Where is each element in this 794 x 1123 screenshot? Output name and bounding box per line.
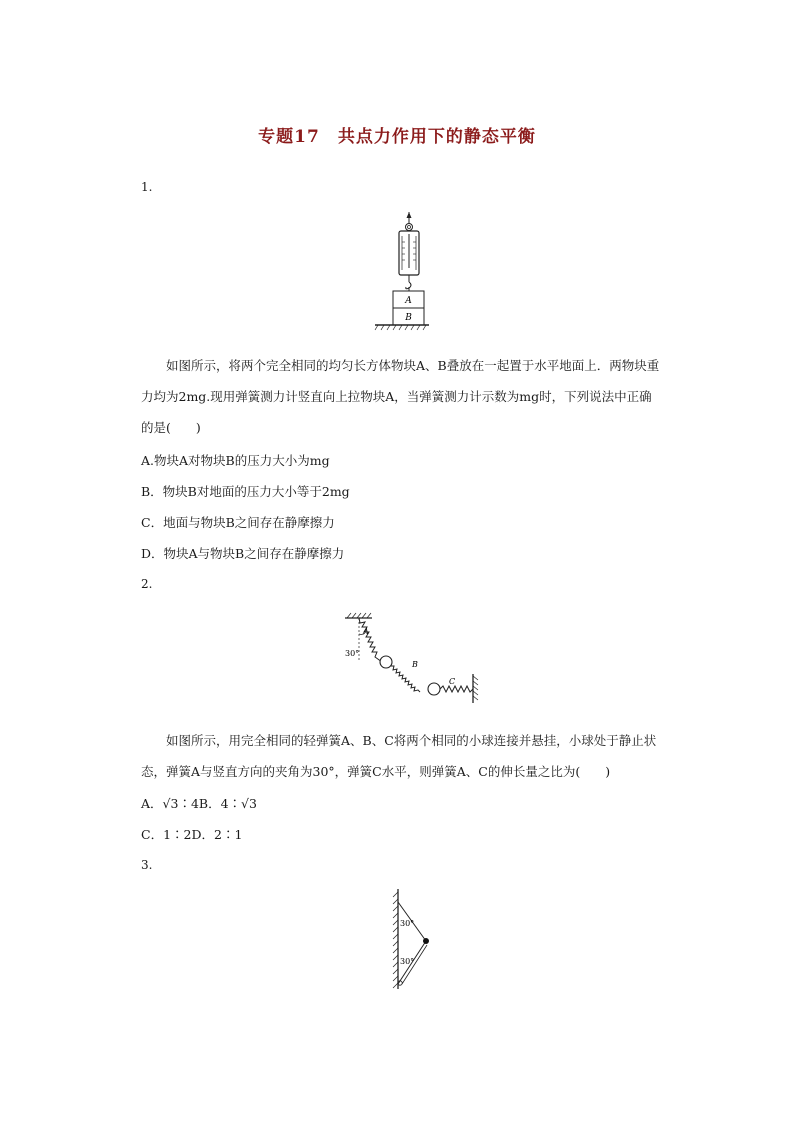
ball (423, 938, 429, 944)
spring-b-label: B (412, 660, 418, 669)
pull-arrow-head (407, 212, 412, 218)
question-2-figure (342, 612, 492, 707)
angle-lower-label: 30° (400, 957, 415, 966)
ceiling-hatch (347, 613, 371, 618)
spring-c (440, 686, 473, 692)
balance-ring-inner (408, 226, 411, 229)
ground-hatch (375, 325, 426, 330)
question-1-option-c: C．地面与物块B之间存在静摩擦力 (141, 515, 335, 530)
page-title: 专题17 共点力作用下的静态平衡 (258, 127, 536, 147)
wall-hatch (393, 892, 398, 988)
question-1-number: 1. (141, 180, 153, 194)
ball-2 (428, 683, 440, 695)
question-2-stem: 如图所示，用完全相同的轻弹簧A、B、C将两个相同的小球连接并悬挂，小球处于静止状态，弹簧A与竖直方向的夹角为30°，弹簧C水平，则弹簧A、C的伸长量之比为( ) (141, 733, 657, 779)
block-b-label: B (405, 313, 412, 323)
question-3-number: 3. (141, 858, 153, 872)
spring-b (391, 666, 420, 692)
angle-upper-label: 30° (400, 919, 415, 928)
angle-30-label: 30° (345, 649, 360, 658)
spring-a (359, 618, 382, 662)
balance-hook (406, 282, 411, 289)
question-1-stem: 如图所示，将两个完全相同的均匀长方体物块A、B叠放在一起置于水平地面上．两物块重力均为2mg.现用弹簧测力计竖直向上拉物块A，当弹簧测力计示数为mg时，下列说法中正确的是( ) (141, 358, 660, 435)
block-a-label: A (405, 296, 412, 306)
question-2-options-cd: C．1∶2D．2∶1 (141, 827, 243, 842)
spring-a-label: A (363, 627, 369, 636)
spring-c-label: C (449, 677, 456, 686)
balance-top-ring (406, 224, 413, 231)
ball-1 (380, 656, 392, 668)
question-2-options-ab: A．√3∶4B．4∶√3 (141, 796, 257, 811)
question-1-option-d: D．物块A与物块B之间存在静摩擦力 (141, 546, 345, 561)
question-3-figure (389, 888, 439, 991)
right-wall-hatch (473, 676, 478, 700)
question-1-figure (366, 212, 436, 332)
question-1-option-b: B．物块B对地面的压力大小等于2mg (141, 484, 350, 499)
question-1-option-a: A.物块A对物块B的压力大小为mg (141, 453, 330, 468)
question-2-number: 2. (141, 577, 153, 591)
